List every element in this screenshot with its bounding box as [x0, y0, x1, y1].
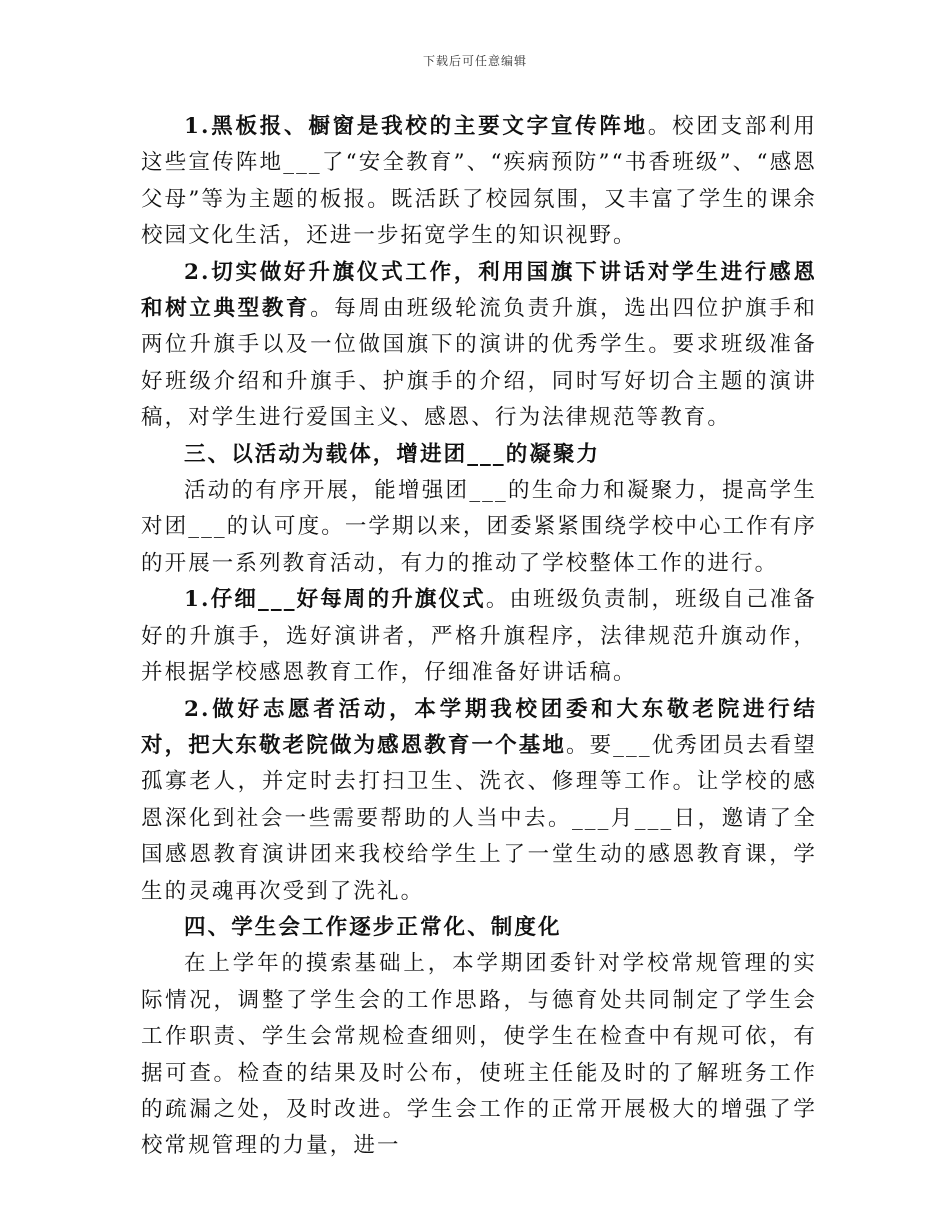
paragraph-student-union: [141, 946, 817, 1164]
paragraph-text: 。由班级负责制，班级自己准备好的升旗手，选好演讲者，严格升旗程序，法律规范升旗动作，并根据学校感恩教育工作，仔细准备好讲话稿。: [141, 587, 817, 686]
paragraph-activities-intro: [141, 473, 817, 582]
section-heading-student-union: [141, 910, 817, 946]
paragraph-text: 。校团支部利用这些宣传阵地___了“安全教育”、“疾病预防”“书香班级”、“感恩父母”等为主题的板报。既活跃了校园氛围，又丰富了学生的课余校园文化生活，还进一步拓宽学生的知识视野。: [141, 114, 817, 249]
paragraph-heading: 1.黑板报、橱窗是我校的主要文字宣传阵地: [184, 114, 648, 139]
paragraph-heading: 1.仔细___好每周的升旗仪式: [184, 587, 486, 613]
paragraph-weekly-flag: [141, 582, 817, 691]
paragraph-text: 在上学年的摸索基础上，本学期团委针对学校常规管理的实际情况，调整了学生会的工作思路，与德育处共同制定了学生会工作职责、学生会常规检查细则，使学生在检查中有规可依，有据可查。检查的结果及时公布，使班主任能及时的了解班务工作的疏漏之处，及时改进。学生会工作的正常开展极大的增强了学校常规管理的力量，进一: [141, 951, 817, 1159]
section-heading-activities: [141, 437, 817, 473]
paragraph-heading: 2.切实做好升旗仪式工作，利用国旗下讲话对学生进行感恩和树立典型教育: [141, 259, 817, 322]
paragraph-flag-ceremony: [141, 255, 817, 437]
paragraph-text: 。每周由班级轮流负责升旗，选出四位护旗手和两位升旗手以及一位做国旗下的演讲的优秀学生。要求班级准备好班级介绍和升旗手、护旗手的介绍，同时写好切合主题的演讲稿，对学生进行爱国主义、感恩、行为法律规范等教育。: [141, 296, 817, 431]
paragraph-blackboard: [141, 109, 817, 255]
page-header-note: 下载后可任意编辑: [422, 54, 527, 68]
paragraph-text: 活动的有序开展，能增强团___的生命力和凝聚力，提高学生对团___的认可度。一学期以来，团委紧紧围绕学校中心工作有序的开展一系列教育活动，有力的推动了学校整体工作的进行。: [141, 478, 817, 576]
section-heading-text: 四、学生会工作逐步正常化、制度化: [184, 914, 562, 940]
paragraph-text: 。要___优秀团员去看望孤寡老人，并定时去打扫卫生、洗衣、修理等工作。让学校的感恩深化到社会一些需要帮助的人当中去。___月___日，邀请了全国感恩教育演讲团来我校给学生上了一堂生动的感恩教育课，学生的灵魂再次受到了洗礼。: [141, 732, 817, 904]
paragraph-volunteer: [141, 692, 817, 910]
section-heading-text: 三、以活动为载体，增进团___的凝聚力: [184, 441, 601, 467]
paragraph-heading: 2.做好志愿者活动，本学期我校团委和大东敬老院进行结对，把大东敬老院做为感恩教育一个基地: [141, 696, 817, 758]
document-body: [141, 109, 817, 1165]
